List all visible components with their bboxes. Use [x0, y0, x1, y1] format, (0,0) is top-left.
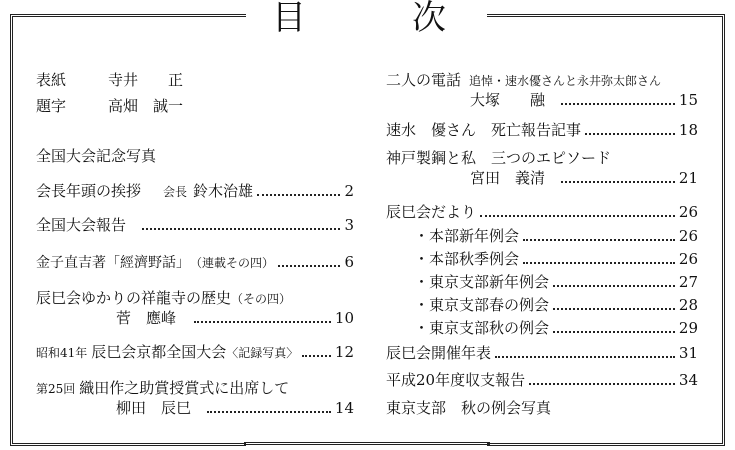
toc-label: ・東京支部新年例会 [414, 273, 550, 291]
toc-page: 26 [678, 227, 698, 245]
toc-page: 27 [678, 273, 698, 291]
toc-note: 〈記録写真〉 [226, 346, 299, 360]
toc-page: 15 [678, 91, 698, 109]
leader-dots [278, 265, 340, 267]
toc-entry-photos [36, 146, 354, 166]
toc-label: 神戸製鋼と私 三つのエピソード [386, 149, 612, 167]
toc-entry-news [386, 202, 698, 222]
toc-author: 柳田 辰巳 [116, 399, 192, 417]
toc-entry-finance [386, 370, 698, 390]
leader-dots [142, 228, 340, 230]
toc-entry-kyoto [36, 342, 354, 363]
toc-page: 34 [678, 371, 698, 389]
leader-dots [553, 308, 675, 310]
toc-label: 全国大会報告 [36, 216, 127, 234]
frame-bottom [244, 442, 490, 446]
leader-dots [480, 215, 675, 217]
toc-label: 速水 優さん 死亡報告記事 [386, 121, 582, 139]
toc-page: 28 [678, 296, 698, 314]
toc-entry-report [36, 215, 354, 235]
toc-note: （連載その四） [190, 256, 275, 270]
toc-label: 表紙 [36, 71, 67, 89]
leader-dots [302, 355, 331, 357]
toc-label: 金子直吉著「經濟野話」 [36, 255, 190, 271]
toc-entry-news-1 [386, 226, 698, 246]
toc-role: 会長 [163, 185, 188, 199]
toc-author: 宮田 義清 [470, 169, 546, 187]
leader-dots [207, 411, 331, 413]
leader-dots [561, 103, 675, 105]
toc-label: 題字 [36, 97, 67, 115]
title-char-2: 次 [412, 0, 446, 38]
leader-dots [495, 356, 675, 358]
toc-entry-phone [386, 70, 698, 91]
toc-label: 全国大会記念写真 [36, 147, 157, 165]
toc-entry-keizai [36, 252, 354, 273]
toc-label: 織田作之助賞授賞式に出席して [79, 379, 290, 397]
toc-prefix: 昭和41年 [36, 346, 88, 360]
toc-label: 辰巳会京都全国大会 [91, 343, 227, 361]
toc-entry-tokyo-photos [386, 398, 698, 418]
toc-label: 会長年頭の挨拶 [36, 182, 142, 200]
toc-note: （その四） [231, 292, 292, 306]
toc-entry-calligraphy [36, 96, 354, 116]
toc-page: 18 [678, 121, 698, 139]
toc-entry-news-3 [386, 272, 698, 292]
toc-label: ・本部新年例会 [414, 227, 520, 245]
toc-entry-chronology [386, 343, 698, 363]
toc-entry-news-2 [386, 249, 698, 269]
toc-page: 14 [334, 399, 354, 417]
leader-dots [523, 262, 675, 264]
leader-dots [194, 321, 331, 323]
toc-prefix: 第25回 [36, 382, 76, 396]
toc-label: 東京支部 秋の例会写真 [386, 399, 552, 417]
leader-dots [523, 239, 675, 241]
toc-page: 21 [678, 169, 698, 187]
leader-dots [257, 194, 340, 196]
toc-author: 菅 應峰 [116, 309, 177, 327]
toc-page: 3 [344, 216, 354, 234]
toc-entry-kobe-author [386, 168, 698, 188]
leader-dots [585, 133, 675, 135]
toc-entry-temple-author [36, 308, 354, 328]
leader-dots [553, 331, 675, 333]
toc-author: 寺井 正 [108, 71, 184, 89]
toc-page: 12 [334, 343, 354, 361]
toc-label: 二人の電話 [386, 71, 462, 89]
toc-author: 大塚 融 [470, 91, 546, 109]
toc-entry-news-5 [386, 318, 698, 338]
toc-author: 鈴木治雄 [193, 182, 254, 200]
toc-entry-news-4 [386, 295, 698, 315]
toc-entry-oda-author [36, 398, 354, 418]
toc-entry-temple [36, 288, 354, 309]
toc-note: 追悼・速水優さんと永井弥太郎さん [469, 74, 662, 88]
toc-page: 6 [344, 253, 354, 271]
toc-label: ・本部秋季例会 [414, 250, 520, 268]
toc-entry-obituary [386, 120, 698, 140]
toc-label: 平成20年度収支報告 [386, 371, 526, 389]
toc-page: 29 [678, 319, 698, 337]
toc-page: 31 [678, 344, 698, 362]
toc-page: 2 [344, 182, 354, 200]
toc-entry-kobe-steel [386, 148, 698, 168]
toc-author: 高畑 誠一 [108, 97, 184, 115]
toc-label: 辰巳会だより [386, 203, 477, 221]
toc-entry-oda [36, 378, 354, 399]
toc-label: ・東京支部春の例会 [414, 296, 550, 314]
toc-entry-cover [36, 70, 354, 90]
toc-label: 辰巳会開催年表 [386, 344, 492, 362]
title-char-1: 目 [272, 0, 306, 38]
leader-dots [529, 383, 675, 385]
toc-page: 26 [678, 250, 698, 268]
toc-page: 10 [334, 309, 354, 327]
toc-entry-greeting [36, 181, 354, 202]
toc-label: 辰巳会ゆかりの祥龍寺の歴史 [36, 289, 232, 307]
toc-page: 26 [678, 203, 698, 221]
toc-label: ・東京支部秋の例会 [414, 319, 550, 337]
leader-dots [553, 285, 675, 287]
leader-dots [561, 181, 675, 183]
toc-entry-phone-author [386, 90, 698, 110]
